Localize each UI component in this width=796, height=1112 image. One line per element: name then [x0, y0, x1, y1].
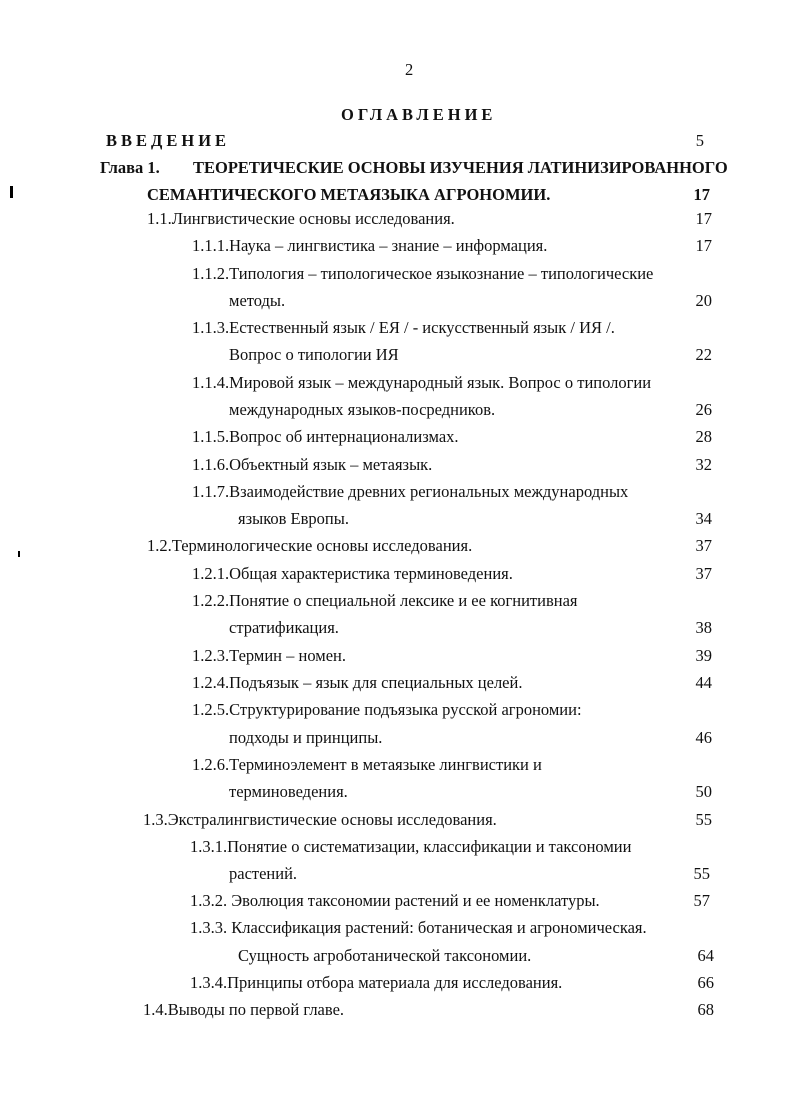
toc-entry-page: 28 — [695, 427, 712, 446]
toc-entry-page: 66 — [697, 973, 714, 992]
toc-entry-page: 32 — [695, 455, 712, 474]
toc-entry-page: 34 — [695, 509, 712, 528]
toc-entry-page: 39 — [695, 646, 712, 665]
toc-entry-page: 46 — [695, 728, 712, 747]
toc-entry-title: 1.1.Лингвистические основы исследования. — [147, 209, 455, 228]
toc-entry-title: 1.1.6.Объектный язык – метаязык. — [192, 455, 433, 474]
toc-entry-title: 1.1.4.Мировой язык – международный язык. Вопрос о типологии — [192, 373, 652, 392]
toc-entry-title-cont: языков Европы. — [238, 509, 349, 528]
toc-entry-page: 55 — [695, 810, 712, 829]
toc-entry-page: 55 — [693, 864, 710, 883]
toc-entry-title: 1.3.3. Классификация растений: ботаническая и агрономическая. — [190, 918, 647, 937]
toc-intro-label: ВВЕДЕНИЕ — [106, 131, 231, 150]
toc-entry-title: 1.3.Экстралингвистические основы исследования. — [143, 810, 497, 829]
scan-mark — [10, 186, 13, 198]
toc-entry-title: 1.1.7.Взаимодействие древних региональных международных — [192, 482, 629, 501]
toc-entry-page: 22 — [695, 345, 712, 364]
toc-entry-title: 1.3.1.Понятие о систематизации, классификации и таксономии — [190, 837, 632, 856]
toc-entry-title-cont: растений. — [229, 864, 298, 883]
toc-entry-title-cont: терминоведения. — [229, 782, 348, 801]
toc-entry-title: 1.2.2.Понятие о специальной лексике и ее когнитивная — [192, 591, 578, 610]
page-number: 2 — [405, 60, 414, 79]
toc-entry-page: 20 — [695, 291, 712, 310]
toc-entry-page: 50 — [695, 782, 712, 801]
toc-entry-title-cont: Сущность агроботанической таксономии. — [238, 946, 532, 965]
toc-entry-title-cont: Вопрос о типологии ИЯ — [229, 345, 399, 364]
toc-entry-title: 1.1.5.Вопрос об интернационализмах. — [192, 427, 459, 446]
toc-entry-title: 1.2.4.Подъязык – язык для специальных целей. — [192, 673, 523, 692]
toc-chapter-page: 17 — [693, 185, 710, 204]
toc-entry-page: 17 — [695, 209, 712, 228]
toc-entry-title: 1.3.4.Принципы отбора материала для исследования. — [190, 973, 563, 992]
toc-entry-page: 57 — [693, 891, 710, 910]
toc-chapter-title: ТЕОРЕТИЧЕСКИЕ ОСНОВЫ ИЗУЧЕНИЯ ЛАТИНИЗИРОВАННОГО — [193, 158, 728, 177]
toc-entry-title: 1.2.6.Терминоэлемент в метаязыке лингвистики и — [192, 755, 542, 774]
toc-entry-title: 1.2.5.Структурирование подъязыка русской агрономии: — [192, 700, 582, 719]
toc-entry-title-cont: международных языков-посредников. — [229, 400, 496, 419]
toc-entry-page: 37 — [695, 564, 712, 583]
toc-entry-title: 1.3.2. Эволюция таксономии растений и ее номенклатуры. — [190, 891, 600, 910]
toc-entry-title-cont: методы. — [229, 291, 286, 310]
toc-entry-page: 68 — [697, 1000, 714, 1019]
toc-entry-page: 44 — [695, 673, 712, 692]
toc-entry-title: 1.1.1.Наука – лингвистика – знание – информация. — [192, 236, 548, 255]
toc-heading: ОГЛАВЛЕНИЕ — [341, 105, 497, 124]
toc-chapter-label: Глава 1. — [100, 158, 160, 177]
toc-entry-page: 26 — [695, 400, 712, 419]
toc-entry-page: 17 — [695, 236, 712, 255]
scan-mark — [18, 551, 20, 557]
toc-entry-title-cont: подходы и принципы. — [229, 728, 383, 747]
toc-chapter-title: СЕМАНТИЧЕСКОГО МЕТАЯЗЫКА АГРОНОМИИ. — [147, 185, 551, 204]
toc-intro-page: 5 — [695, 131, 704, 150]
toc-entry-title: 1.1.2.Типология – типологическое языкознание – типологические — [192, 264, 654, 283]
toc-entry-page: 38 — [695, 618, 712, 637]
toc-entry-page: 37 — [695, 536, 712, 555]
toc-entry-page: 64 — [697, 946, 714, 965]
toc-entry-title: 1.2.3.Термин – номен. — [192, 646, 346, 665]
toc-entry-title: 1.2.Терминологические основы исследования. — [147, 536, 473, 555]
toc-entry-title: 1.4.Выводы по первой главе. — [143, 1000, 345, 1019]
toc-entry-title: 1.1.3.Естественный язык / ЕЯ / - искусственный язык / ИЯ /. — [192, 318, 615, 337]
toc-entry-title: 1.2.1.Общая характеристика терминоведения. — [192, 564, 513, 583]
toc-entry-title-cont: стратификация. — [229, 618, 339, 637]
